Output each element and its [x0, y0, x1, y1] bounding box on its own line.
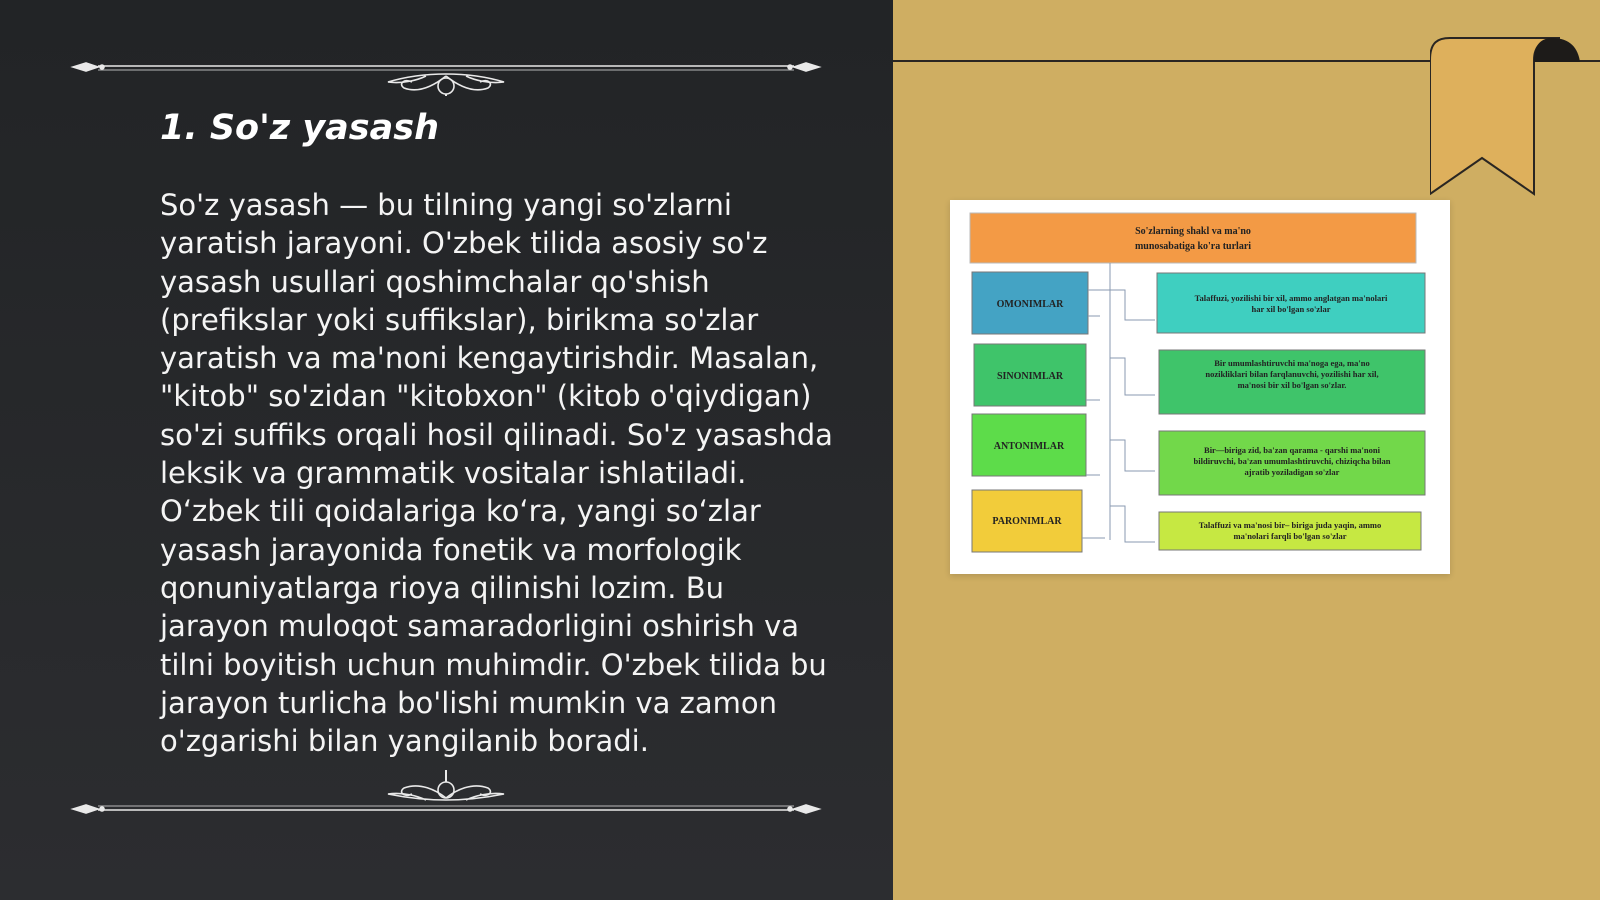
- category-desc-sinonimlar-line2: nozikliklari bilan farqlanuvchi, yozilishi har xil,: [1205, 369, 1379, 379]
- category-desc-paronimlar-line1: Talaffuzi va ma'nosi bir– biriga juda yaqin, ammo: [1198, 520, 1382, 530]
- slide-title: 1. So'z yasash: [160, 108, 439, 148]
- word-types-diagram: [950, 200, 1450, 574]
- category-desc-antonimlar-line2: bildiruvchi, ba'zan umumlashtiruvchi, chiziqcha bilan: [1193, 456, 1391, 466]
- bookmark-ribbon: [1430, 34, 1600, 204]
- category-label-antonimlar: ANTONIMLAR: [993, 441, 1065, 452]
- category-desc-omonimlar-line1: Talaffuzi, yozilishi bir xil, ammo anglatgan ma'nolari: [1194, 293, 1388, 303]
- category-desc-sinonimlar-line3: ma'nosi bir xil bo'lgan so'zlar.: [1237, 380, 1347, 390]
- slide-body-text: So'z yasash — bu tilning yangi so'zlarni yaratish jarayoni. O'zbek tilida asosiy so'z yasash usullari qoshimchalar qo'shish (prefikslar yoki suffikslar), birikma so'zlar yaratish va ma'noni kengaytirishdir. Masalan, "kitob" so'zidan "kitobxon" (kitob o'qiydigan) so'zi suffiks orqali hosil qilinadi. So'z yasashda leksik va grammatik vositalar ishlatiladi. O‘zbek tili qoidalariga ko‘ra, yangi so‘zlar yasash jarayonida fonetik va morfologik qonuniyatlarga rioya qilinishi lozim. Bu jarayon muloqot samaradorligini oshirish va tilni boyitish uchun muhimdir. O'zbek tilida bu jarayon turlicha bo'lishi mumkin va zamon o'zgarishi bilan yangilanib boradi.: [160, 188, 833, 759]
- diagram-header-line2: munosabatiga ko'ra turlari: [1134, 241, 1252, 252]
- category-label-paronimlar: PARONIMLAR: [992, 516, 1062, 527]
- diagram-header-line1: So'zlarning shakl va ma'no: [1135, 226, 1251, 237]
- category-desc-omonimlar-line2: har xil bo'lgan so'zlar: [1251, 304, 1331, 314]
- category-desc-box-omonimlar: [1157, 273, 1425, 333]
- category-desc-antonimlar-line1: Bir—biriga zid, ba'zan qarama - qarshi ma'noni: [1204, 445, 1380, 455]
- category-desc-sinonimlar-line1: Bir umumlashtiruvchi ma'noga ega, ma'no: [1214, 358, 1370, 368]
- top-ornament-divider: [68, 36, 824, 96]
- diagram-header-box: [970, 213, 1416, 263]
- category-label-omonimlar: OMONIMLAR: [996, 299, 1064, 310]
- category-label-sinonimlar: SINONIMLAR: [996, 371, 1064, 382]
- category-desc-paronimlar-line2: ma'nolari farqli bo'lgan so'zlar: [1233, 531, 1347, 541]
- category-desc-antonimlar-line3: ajratib yoziladigan so'zlar: [1244, 467, 1340, 477]
- bottom-ornament-divider: [68, 770, 824, 830]
